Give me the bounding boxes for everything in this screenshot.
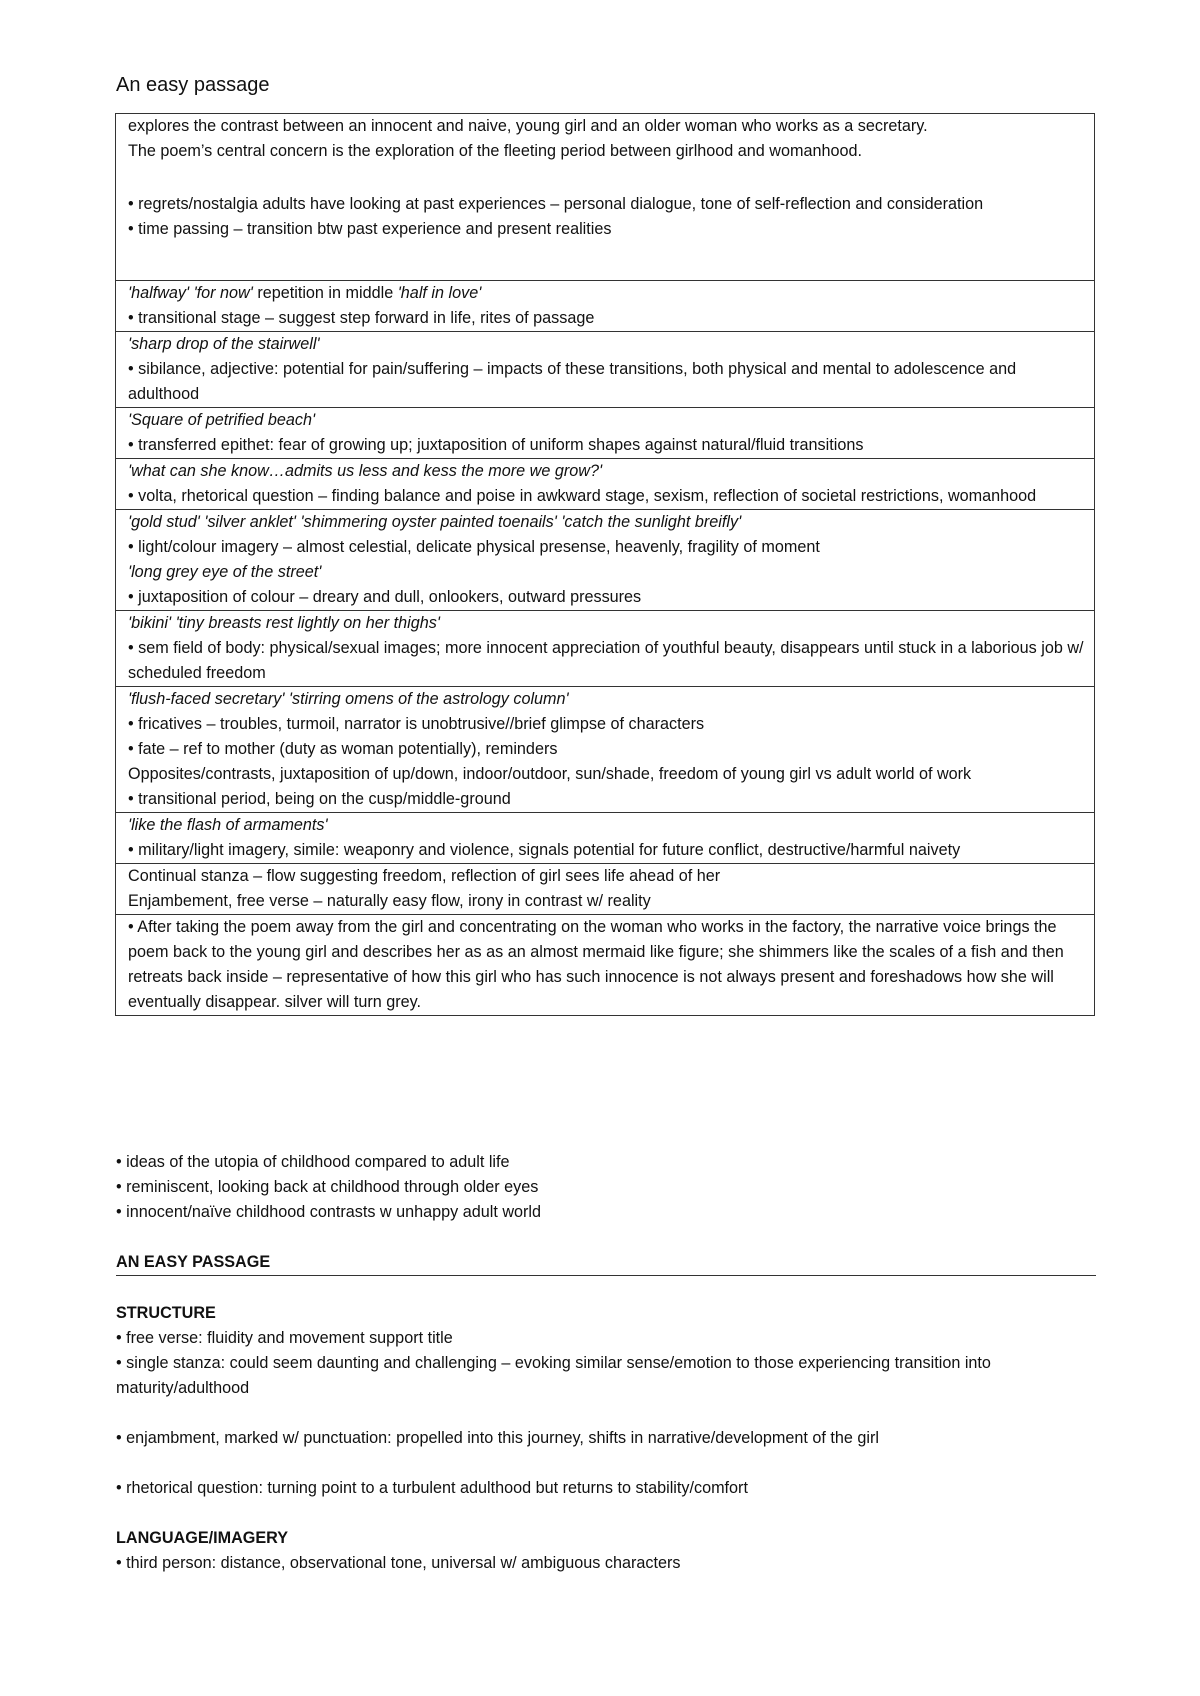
quote-text: 'like the flash of armaments' [128,816,328,834]
cell-line: • volta, rhetorical question – finding balance and poise in awkward stage, sexism, reflection of societal restrictions, womanhood [128,487,1037,505]
quote-text: 'Square of petrified beach' [128,411,316,429]
structure-item: • free verse: fluidity and movement support title [116,1329,453,1347]
table-cell [116,611,1095,687]
cell-line: • transitional stage – suggest step forward in life, rites of passage [128,309,595,327]
cell-line: • sem field of body: physical/sexual images; more innocent appreciation of youthful beauty, disappears until stuck in a laborious job w/ scheduled freedom [128,639,1084,682]
table-row [116,687,1095,813]
cell-line: Enjambement, free verse – naturally easy flow, irony in contrast w/ reality [128,892,651,910]
quote-text: 'sharp drop of the stairwell' [128,335,320,353]
structure-item: • enjambment, marked w/ punctuation: propelled into this journey, shifts in narrative/development of the girl [116,1429,879,1447]
section-heading: AN EASY PASSAGE [116,1250,1096,1276]
cell-line: • fricatives – troubles, turmoil, narrator is unobtrusive//brief glimpse of characters [128,715,705,733]
quote-text: 'bikini' 'tiny breasts rest lightly on her thighs' [128,614,440,632]
table-cell [116,332,1095,408]
cell-line: • After taking the poem away from the girl and concentrating on the woman who works in the factory, the narrative voice brings the poem back to the young girl and describes her as as an almost mermaid like figure; she shimmers like the scales of a fish and then retreats back inside – representative of how this girl who has such innocence is not always present and foreshadows how she will eventually disappear. silver will turn grey. [128,918,1064,1011]
structure-item: • single stanza: could seem daunting and challenging – evoking similar sense/emotion to those experiencing transition into maturity/adulthood [116,1354,991,1397]
structure-item: • rhetorical question: turning point to a turbulent adulthood but returns to stability/comfort [116,1479,748,1497]
bullet-item: • ideas of the utopia of childhood compared to adult life [116,1153,510,1171]
quote-text: 'what can she know…admits us less and kess the more we grow?' [128,462,603,480]
table-row [116,114,1095,281]
language-heading: LANGUAGE/IMAGERY [116,1529,289,1547]
notes-table [115,113,1095,1016]
quote-text: 'halfway' 'for now' [128,284,253,302]
document-title: An easy passage [116,74,270,96]
table-cell [116,408,1095,459]
table-row [116,864,1095,915]
table-row [116,915,1095,1016]
cell-line: • transferred epithet: fear of growing up; juxtaposition of uniform shapes against natural/fluid transitions [128,436,864,454]
table-row [116,408,1095,459]
table-row [116,281,1095,332]
table-row [116,459,1095,510]
table-cell [116,864,1095,915]
quote-text: 'gold stud' 'silver anklet' 'shimmering oyster painted toenails' 'catch the sunlight breifly' [128,513,742,531]
cell-line: • regrets/nostalgia adults have looking at past experiences – personal dialogue, tone of self-reflection and consideration [128,195,984,213]
quote-text: 'long grey eye of the street' [128,563,322,581]
cell-line: • time passing – transition btw past experience and present realities [128,220,612,238]
table-row [116,510,1095,611]
table-cell [116,281,1095,332]
cell-line: The poem’s central concern is the exploration of the fleeting period between girlhood and womanhood. [128,142,863,160]
cell-text: repetition in middle [252,284,398,302]
table-cell [116,687,1095,813]
table-cell [116,459,1095,510]
table-row [116,611,1095,687]
cell-line: • light/colour imagery – almost celestial, delicate physical presense, heavenly, fragility of moment [128,538,820,556]
notes-section [116,1150,1096,1576]
bullet-item: • reminiscent, looking back at childhood through older eyes [116,1178,539,1196]
table-row [116,813,1095,864]
cell-line: • transitional period, being on the cusp/middle-ground [128,790,511,808]
cell-line: Continual stanza – flow suggesting freedom, reflection of girl sees life ahead of her [128,867,721,885]
quote-text: 'half in love' [397,284,482,302]
table-cell [116,813,1095,864]
language-item: • third person: distance, observational tone, universal w/ ambiguous characters [116,1554,681,1572]
cell-line: • sibilance, adjective: potential for pain/suffering – impacts of these transitions, both physical and mental to adolescence and adulthood [128,360,1017,403]
quote-text: 'flush-faced secretary' 'stirring omens of the astrology column' [128,690,569,708]
structure-heading: STRUCTURE [116,1304,216,1322]
table-cell [116,114,1095,281]
cell-line: explores the contrast between an innocent and naive, young girl and an older woman who works as a secretary. [128,117,928,135]
cell-line: • military/light imagery, simile: weaponry and violence, signals potential for future conflict, destructive/harmful naivety [128,841,961,859]
cell-line: • fate – ref to mother (duty as woman potentially), reminders [128,740,558,758]
table-cell [116,915,1095,1016]
cell-line: Opposites/contrasts, juxtaposition of up/down, indoor/outdoor, sun/shade, freedom of young girl vs adult world of work [128,765,972,783]
table-row [116,332,1095,408]
table-cell [116,510,1095,611]
cell-line: • juxtaposition of colour – dreary and dull, onlookers, outward pressures [128,588,642,606]
bullet-item: • innocent/naïve childhood contrasts w unhappy adult world [116,1203,542,1221]
